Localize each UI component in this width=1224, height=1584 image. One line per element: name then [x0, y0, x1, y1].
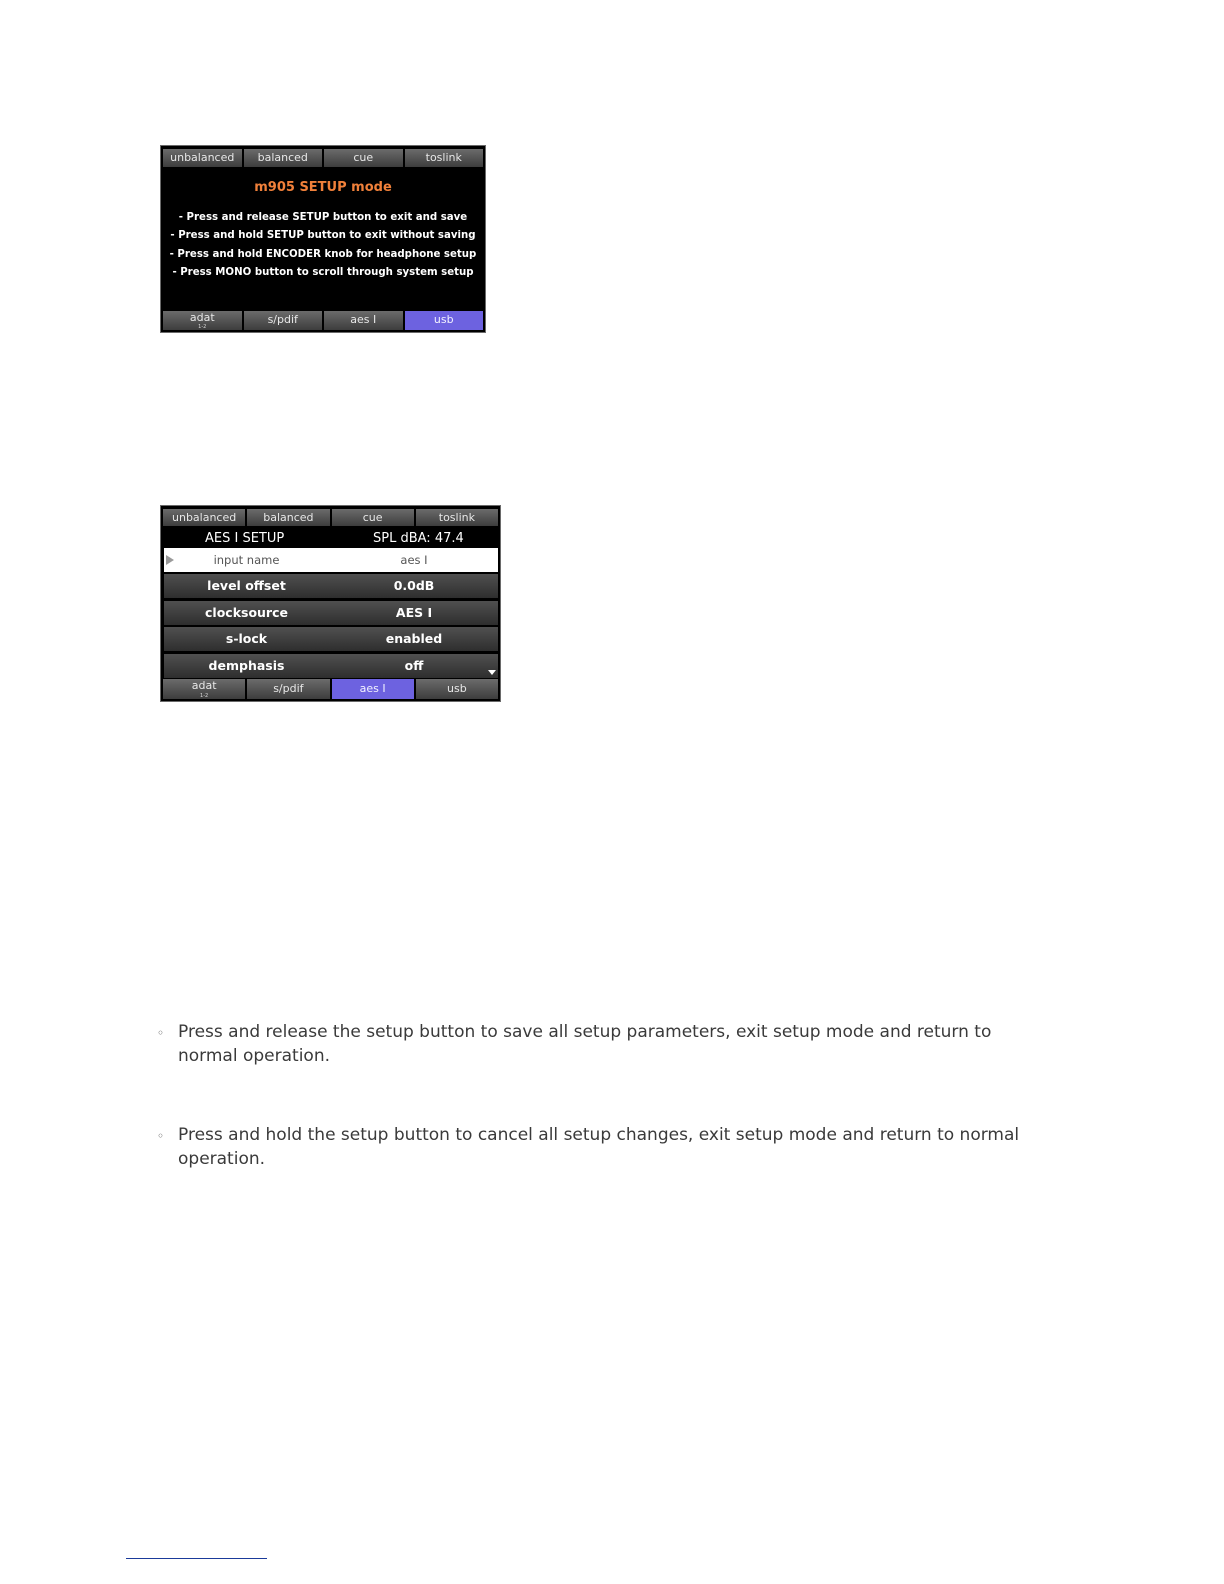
top-input-tabs: [163, 509, 498, 526]
param-row-clocksource[interactable]: [164, 601, 498, 625]
param-value: 0.0dB: [393, 578, 435, 594]
bullet-marker-icon: ◦: [157, 1129, 165, 1143]
tab-adat[interactable]: [163, 679, 245, 699]
top-input-tabs: [163, 149, 483, 167]
tab-usb[interactable]: usb: [405, 311, 484, 330]
instruction-line: - Press MONO button to scroll through system setup: [172, 267, 474, 279]
tab-aes-1[interactable]: aes I: [324, 311, 403, 330]
tab-adat-label: adat: [191, 679, 217, 692]
tab-toslink[interactable]: toslink: [416, 509, 498, 526]
tab-balanced[interactable]: balanced: [244, 149, 323, 167]
param-name: s-lock: [225, 631, 268, 647]
tab-adat-label: adat: [189, 311, 215, 324]
setup-mode-screen: [160, 145, 486, 333]
tab-unbalanced[interactable]: unbalanced: [163, 149, 242, 167]
instruction-line: - Press and release SETUP button to exit and save: [178, 212, 468, 223]
param-value: AES I: [395, 604, 433, 620]
aes-setup-screen: [160, 505, 501, 702]
tab-cue[interactable]: cue: [324, 149, 403, 167]
setup-header: [161, 529, 500, 548]
instruction-line: - Press and hold ENCODER knob for headphone setup: [169, 248, 477, 260]
bullet-text: Press and release the setup button to save all setup parameters, exit setup mode and return to normal operation.: [178, 1022, 992, 1066]
bottom-input-tabs: [163, 311, 483, 330]
setup-mode-title: m905 SETUP mode: [254, 180, 392, 195]
param-row-input-name[interactable]: [164, 548, 498, 572]
spl-readout: SPL dBA: 47.4: [373, 531, 464, 546]
param-value: off: [404, 657, 424, 673]
setup-instructions: [161, 209, 485, 283]
bullet-marker-icon: ◦: [157, 1026, 165, 1040]
tab-usb[interactable]: usb: [416, 679, 498, 699]
tab-adat-sub-label: 1-2: [198, 324, 207, 330]
tab-toslink[interactable]: toslink: [405, 149, 484, 167]
tab-balanced[interactable]: balanced: [247, 509, 329, 526]
bottom-input-tabs: [163, 679, 498, 699]
tab-spdif[interactable]: s/pdif: [244, 311, 323, 330]
bullet-item: [156, 1020, 1026, 1068]
setup-page-title: AES I SETUP: [205, 531, 285, 546]
param-row-demphasis[interactable]: [164, 654, 498, 678]
tab-adat[interactable]: [163, 311, 242, 330]
tab-unbalanced[interactable]: unbalanced: [163, 509, 245, 526]
tab-cue[interactable]: cue: [332, 509, 414, 526]
bullet-text: Press and hold the setup button to cancel all setup changes, exit setup mode and return to normal operation.: [178, 1125, 1020, 1169]
bullet-item: [156, 1123, 1026, 1171]
tab-adat-sub-label: 1-2: [200, 693, 209, 699]
param-row-s-lock[interactable]: [164, 627, 498, 651]
setup-parameter-list: [164, 548, 498, 680]
param-row-level-offset[interactable]: [164, 574, 498, 598]
tab-aes-1[interactable]: aes I: [332, 679, 414, 699]
param-value: enabled: [385, 631, 443, 647]
instruction-bullets: [156, 1020, 1026, 1171]
footnote-divider: [126, 1558, 267, 1559]
instruction-line: - Press and hold SETUP button to exit without saving: [170, 230, 476, 242]
param-value: aes I: [400, 553, 428, 567]
param-name: demphasis: [208, 657, 285, 673]
param-name: level offset: [207, 578, 286, 594]
tab-spdif[interactable]: s/pdif: [247, 679, 329, 699]
param-name: clocksource: [205, 604, 288, 620]
param-name: input name: [213, 553, 280, 567]
scroll-down-icon[interactable]: [488, 670, 496, 675]
